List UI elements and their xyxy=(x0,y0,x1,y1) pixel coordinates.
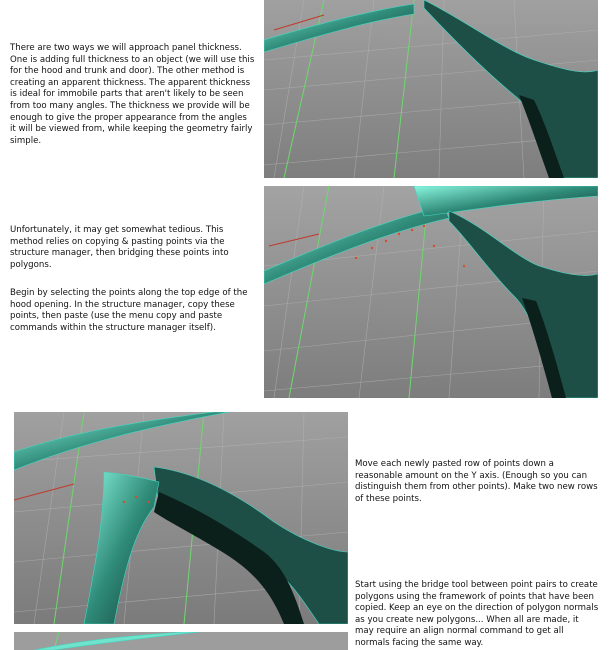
paragraph-tedious: Unfortunately, it may get somewhat tedious. This method relies on copying & pasting points via the structure manager, then bridging these points into polygons. xyxy=(10,225,229,270)
paragraph-panel-thickness: There are two ways we will approach panel thickness. One is adding full thickness to an object (we will use this for the hood and trunk and door). The other method is creating an apparent thickness. The apparent thickness is ideal for immobile parts that aren't likely to be seen from too many angles. The thickness we provide will be enough to give the proper appearance from the angles it will be viewed from, while keeping the geometry fairly simple. xyxy=(10,43,255,146)
viewport-screenshot-4 xyxy=(14,632,348,650)
viewport-screenshot-1 xyxy=(264,0,598,178)
paragraph-bridge-tool: Start using the bridge tool between point pairs to create polygons using the framework of points that have been copied. Keep an eye on the direction of polygon normals as you create new polygons... When all are made, it may require an align normal command to get all normals facing the same way. xyxy=(355,580,599,648)
viewport-screenshot-2 xyxy=(264,186,598,398)
paragraph-begin-selecting: Begin by selecting the points along the top edge of the hood opening. In the structure manager, copy these points, then paste (use the menu copy and paste commands within the structure manager itself). xyxy=(10,288,248,333)
paragraph-move-rows: Move each newly pasted row of points down a reasonable amount on the Y axis. (Enough so you can distinguish them from other points). Make two new rows of these points. xyxy=(355,459,598,504)
viewport-screenshot-3 xyxy=(14,412,348,624)
